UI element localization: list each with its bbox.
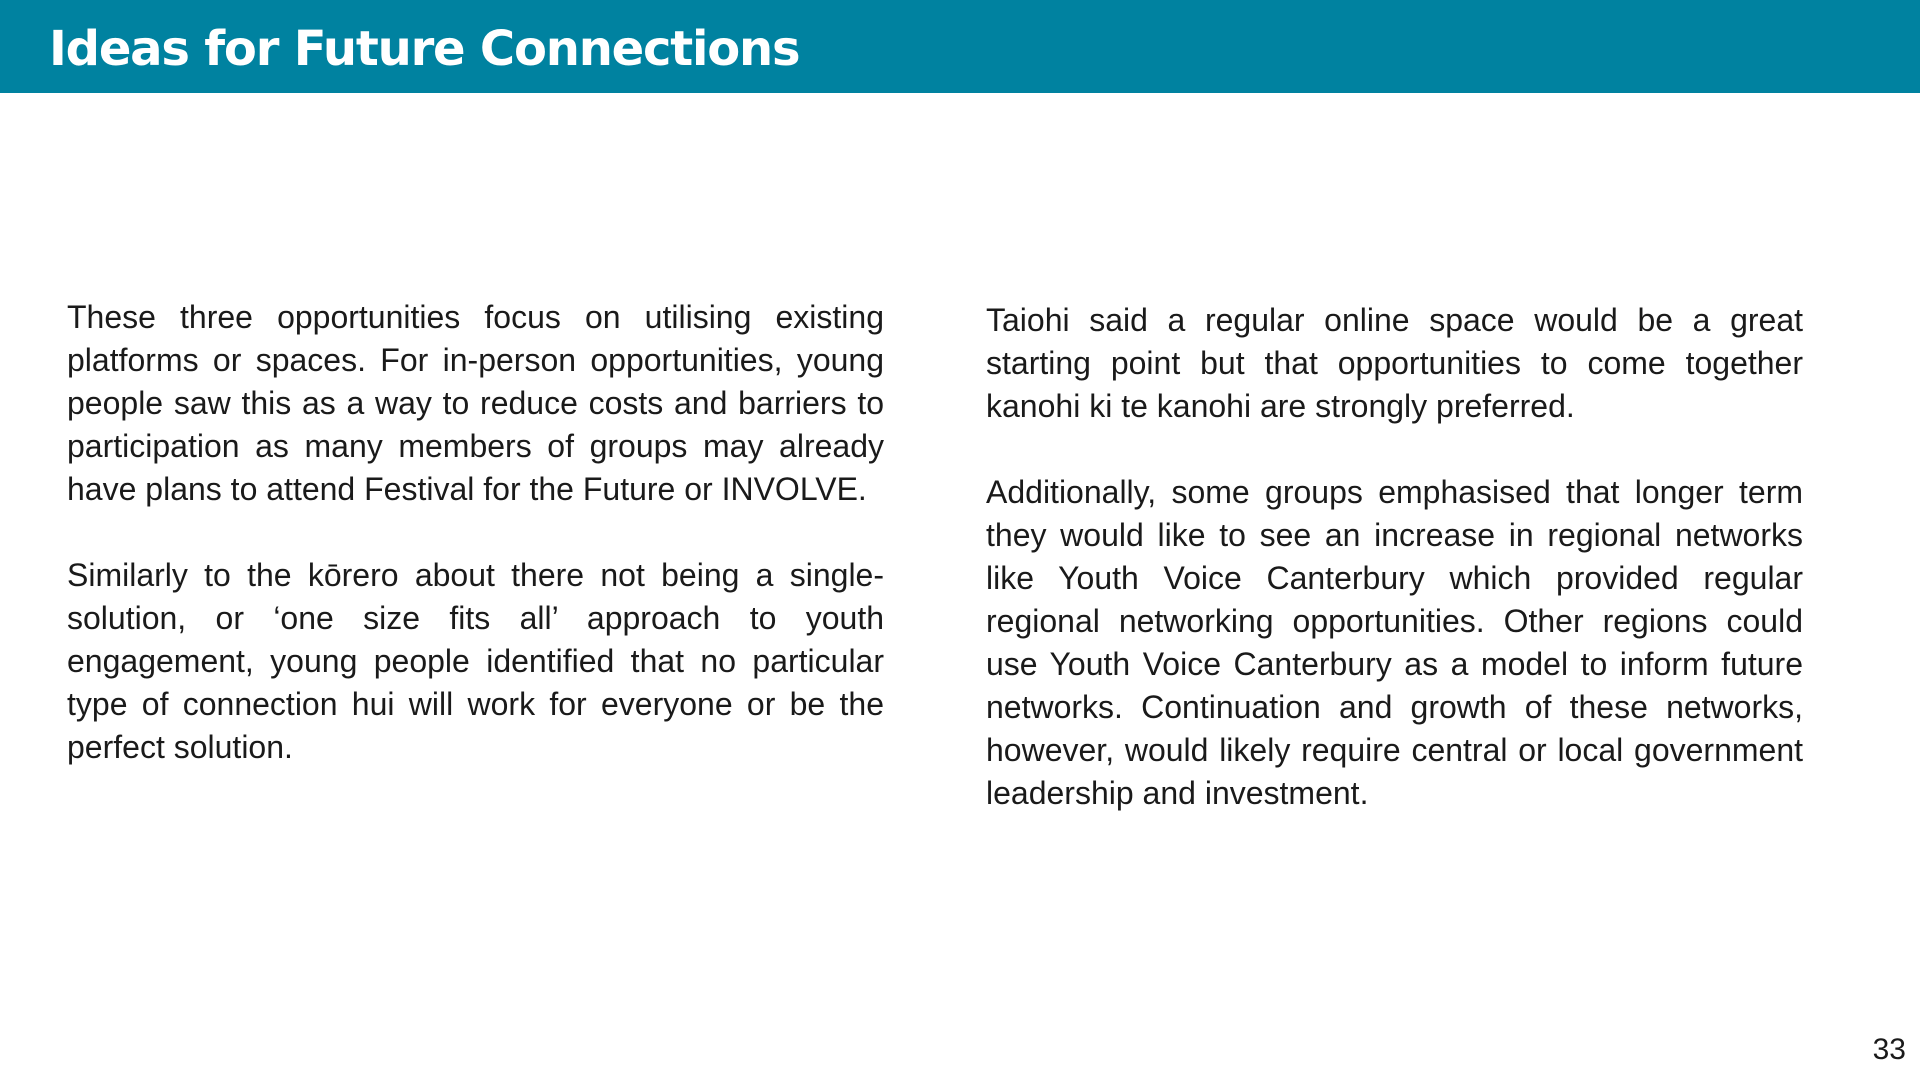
- page-number: 33: [1872, 1033, 1906, 1066]
- right-paragraph-2: Additionally, some groups emphasised that longer term they would like to see an increase in regional networks like Youth Voice Canterbury which provided regular regional networking opportunities. Other regions could use Youth Voice Canterbury as a model to inform future networks. Continuation and growth of these networks, however, would likely require central or local government leadership and investment.: [986, 474, 1803, 811]
- right-paragraph-1: Taiohi said a regular online space would be a great starting point but that opportunities to come together kanohi ki te kanohi are strongly preferred.: [986, 302, 1803, 424]
- left-text-column: [67, 296, 884, 769]
- header-bar: [0, 0, 1920, 93]
- left-paragraph-2: Similarly to the kōrero about there not being a single-solution, or ‘one size fits all’ approach to youth engagement, young people identified that no particular type of connection hui will work for everyone or be the perfect solution.: [67, 557, 884, 765]
- right-text-column: [986, 299, 1803, 815]
- left-paragraph-1: These three opportunities focus on utilising existing platforms or spaces. For in-person opportunities, young people saw this as a way to reduce costs and barriers to participation as many members of groups may already have plans to attend Festival for the Future or INVOLVE.: [67, 299, 884, 507]
- page-title: Ideas for Future Connections: [49, 21, 800, 77]
